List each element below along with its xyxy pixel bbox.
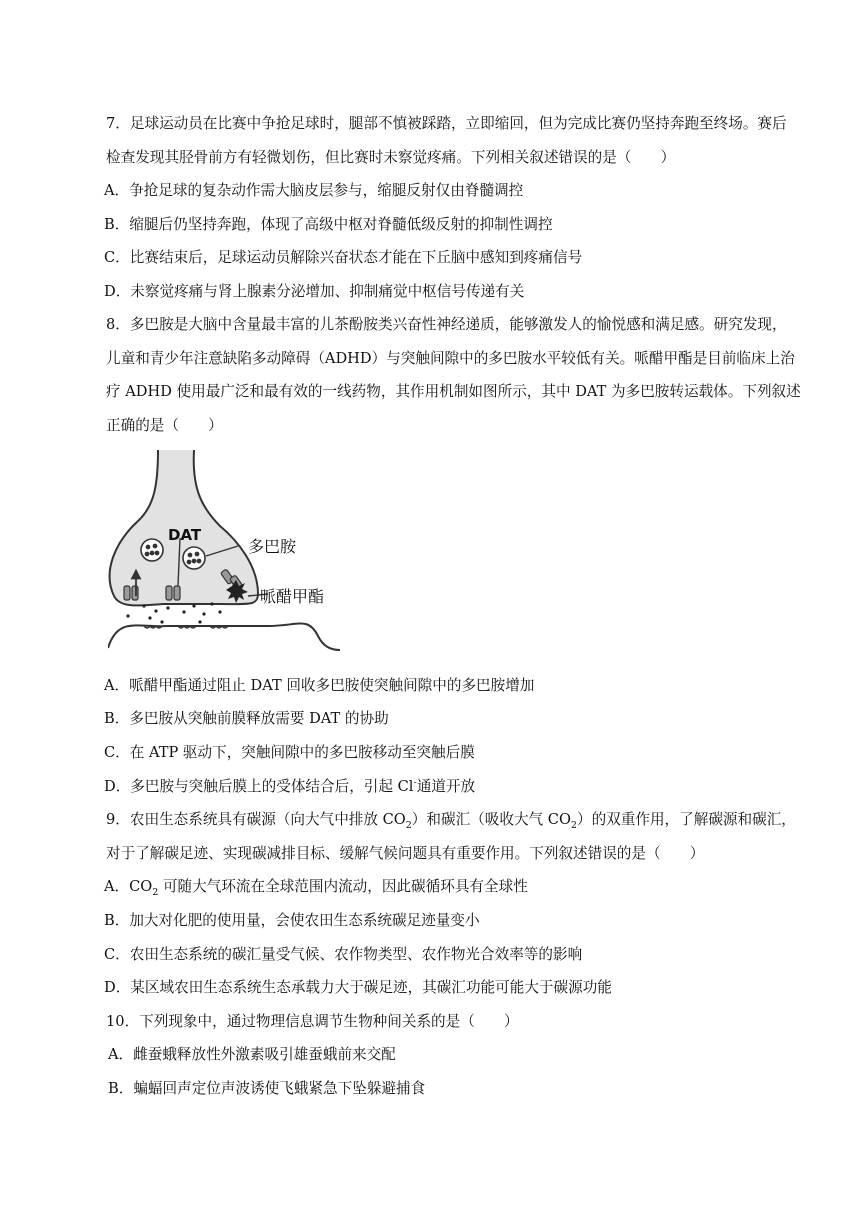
q9-stem-line-1 — [106, 810, 796, 830]
q8-option-b: B．多巴胺从突触前膜释放需要 DAT 的协助 — [104, 710, 389, 727]
q8-option-c: C．在 ATP 驱动下，突触间隙中的多巴胺移动至突触后膜 — [104, 744, 475, 761]
q8-option-d-text-end: 通道开放 — [416, 778, 476, 795]
q8-option-d-text: D．多巴胺与突触后膜上的受体结合后，引起 Cl — [104, 778, 414, 795]
q9-option-b: B．加大对化肥的使用量，会使农田生态系统碳足迹量变小 — [104, 912, 480, 929]
q9-stem-part-2: ）和碳汇（吸收大气 CO — [411, 811, 571, 828]
synapse-diagram — [108, 446, 340, 660]
q9-subscript-1: 2 — [405, 819, 412, 831]
vesicle-2 — [183, 547, 205, 569]
q9-option-a-text-end: 可随大气环流在全球范围内流动，因此碳循环具有全球性 — [158, 878, 528, 895]
q9-option-c: C．农田生态系统的碳汇量受气候、农作物类型、农作物光合效率等的影响 — [104, 946, 583, 963]
q10-option-b: B．蝙蝠回声定位声波诱使飞蛾紧急下坠躲避捕食 — [108, 1080, 426, 1097]
q9-option-a-subscript: 2 — [152, 886, 159, 898]
vesicle-1 — [141, 539, 163, 561]
q9-subscript-2: 2 — [570, 819, 577, 831]
q7-option-a: A．争抢足球的复杂动作需大脑皮层参与，缩腿反射仅由脊髓调控 — [104, 182, 524, 199]
q9-option-a — [104, 877, 528, 897]
q9-option-d: D．某区域农田生态系统生态承载力大于碳足迹，其碳汇功能可能大于碳源功能 — [104, 979, 612, 996]
q9-option-a-text: A．CO — [104, 878, 153, 895]
synapse-drawing — [108, 446, 340, 660]
q7-option-c: C．比赛结束后，足球运动员解除兴奋状态才能在下丘脑中感知到疼痛信号 — [104, 249, 583, 266]
q8-option-d — [104, 777, 475, 797]
label-dopamine: 多巴胺 — [248, 537, 297, 556]
q8-option-d-superscript: - — [413, 777, 417, 789]
q7-option-b: B．缩腿后仍坚持奔跑，体现了高级中枢对脊髓低级反射的抑制性调控 — [104, 216, 553, 233]
q9-stem-part-3: ）的双重作用，了解碳源和碳汇， — [576, 811, 796, 828]
q8-stem-line-3: 疗 ADHD 使用最广泛和最有效的一线药物，其作用机制如图所示，其中 DAT 为多巴胺转运载体。下列叙述 — [106, 383, 801, 400]
q10-option-a: A．雌蚕蛾释放性外激素吸引雄蚕蛾前来交配 — [108, 1046, 396, 1063]
q8-stem-line-2: 儿童和青少年注意缺陷多动障碍（ADHD）与突触间隙中的多巴胺水平较低有关。哌醋甲酯是目前临床上治 — [106, 350, 795, 367]
label-methylphenidate: 哌醋甲酯 — [260, 587, 325, 606]
q8-option-a: A．哌醋甲酯通过阻止 DAT 回收多巴胺使突触间隙中的多巴胺增加 — [104, 677, 535, 694]
label-dat: DAT — [168, 526, 202, 544]
q7-stem-line-2: 检查发现其胫骨前方有轻微划伤，但比赛时未察觉疼痛。下列相关叙述错误的是（ ） — [106, 149, 676, 166]
q8-stem-line-1: 8．多巴胺是大脑中含量最丰富的儿茶酚胺类兴奋性神经递质，能够激发人的愉悦感和满足感。研究发现， — [106, 316, 787, 333]
q7-stem-line-1: 7．足球运动员在比赛中争抢足球时，腿部不慎被踩踏，立即缩回，但为完成比赛仍坚持奔跑至终场。赛后 — [106, 115, 787, 132]
q9-stem-part-1: 9．农田生态系统具有碳源（向大气中排放 CO — [106, 811, 406, 828]
q8-stem-line-4: 正确的是（ ） — [106, 417, 223, 434]
q9-stem-line-2: 对于了解碳足迹、实现碳减排目标、缓解气候问题具有重要作用。下列叙述错误的是（ ） — [106, 845, 705, 862]
q10-stem: 10．下列现象中，通过物理信息调节生物种间关系的是（ ） — [106, 1013, 519, 1030]
q7-option-d: D．未察觉疼痛与肾上腺素分泌增加、抑制痛觉中枢信号传递有关 — [104, 283, 525, 300]
